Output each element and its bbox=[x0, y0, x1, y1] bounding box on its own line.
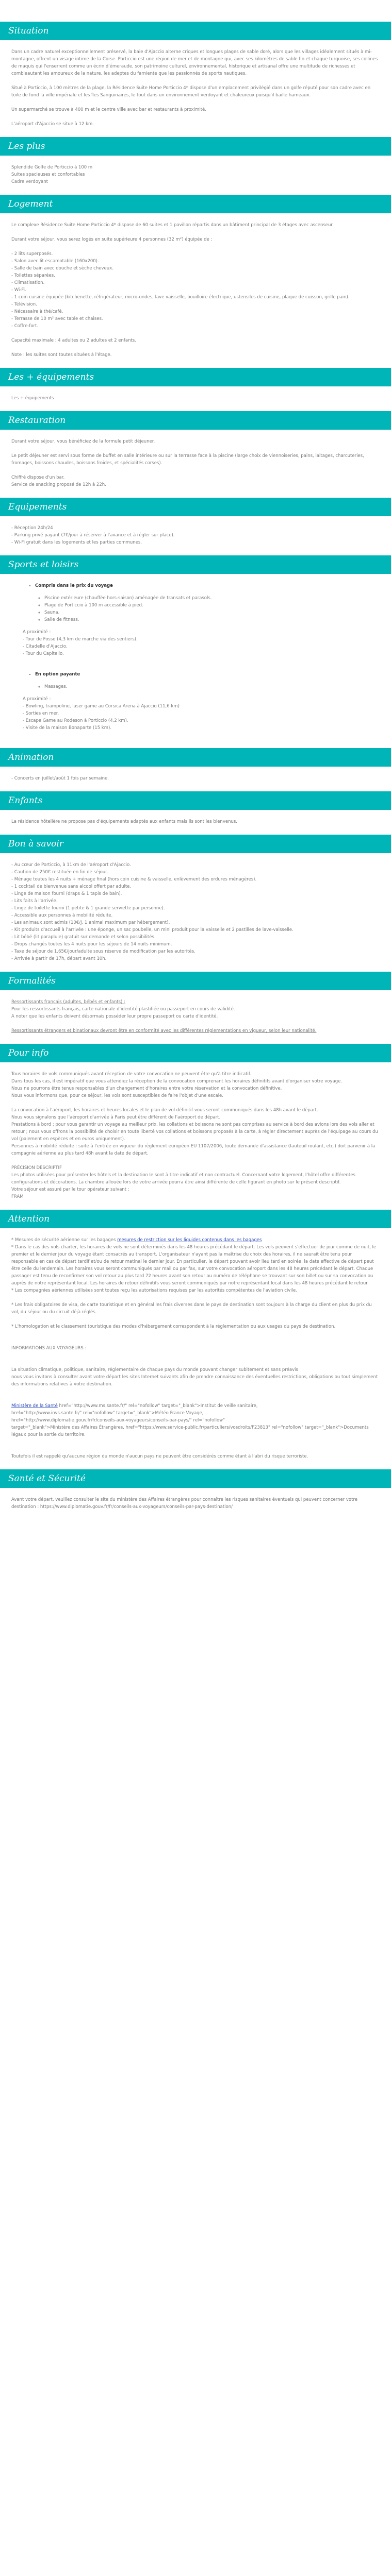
section-header-pour-info bbox=[0, 1044, 391, 1062]
nearby-list bbox=[23, 629, 380, 665]
section-body-situation bbox=[0, 48, 391, 128]
nearby-item: - Escape Game au Rodeson à Porticcio (4,2 km). bbox=[23, 718, 128, 723]
activity-group-item bbox=[23, 671, 380, 739]
section-header-enfants bbox=[0, 791, 391, 810]
product-description-page bbox=[0, 22, 391, 1521]
section-title: Bon à savoir bbox=[8, 839, 63, 849]
paragraph: href="http://www.invs.sante.fr/" rel="nofollow" target="_blank">Météo France Voyage, bbox=[11, 1411, 204, 1416]
paragraph-with-link bbox=[11, 1236, 380, 1244]
paragraph: - Télévision. bbox=[11, 302, 37, 307]
paragraph: - Parking privé payant (7€/jour à réserver à l'avance et à régler sur place). bbox=[11, 533, 175, 538]
nearby-item: - Tour du Capitello. bbox=[23, 651, 64, 656]
section-header-plus-equipements bbox=[0, 368, 391, 386]
activity-group-item bbox=[23, 582, 380, 665]
activity-group bbox=[11, 671, 380, 739]
paragraph: - 1 cocktail de bienvenue sans alcool offert par adulte. bbox=[11, 884, 132, 889]
paragraph: - Au cœur de Porticcio, à 11km de l'aéroport d'Ajaccio. bbox=[11, 862, 131, 868]
paragraph: La résidence hôtelière ne propose pas d'équipements adaptés aux enfants mais ils sont les bienvenus. bbox=[11, 819, 237, 824]
paragraph: - Arrivée à partir de 17h, départ avant 10h. bbox=[11, 956, 107, 961]
activity-group-label: Compris dans le prix du voyage bbox=[35, 583, 113, 588]
paragraph: Les + équipements bbox=[11, 396, 54, 401]
section-title: Restauration bbox=[8, 415, 66, 426]
section-body-les-plus bbox=[0, 164, 391, 185]
paragraph: - Salon avec lit escamotable (160x200). bbox=[11, 259, 99, 264]
paragraph: href="http://www.diplomatie.gouv.fr/fr/conseils-aux-voyageurs/conseils-par-pays/" rel="nofollow" bbox=[11, 1418, 225, 1423]
inline-link[interactable]: mesures de restriction sur les liquides contenus dans les bagages bbox=[117, 1238, 262, 1243]
nearby-item: - Bowling, trampoline, laser game au Corsica Arena à Ajaccio (11,6 km) bbox=[23, 704, 180, 709]
paragraph: - Nécessaire à thé/café. bbox=[11, 309, 63, 314]
paragraph: Chiffré dispose d'un bar. bbox=[11, 475, 65, 480]
nearby-item: - Tour de Fosso (4,3 km de marche via des sentiers). bbox=[23, 637, 138, 642]
paragraph: - Coffre-fort. bbox=[11, 324, 39, 329]
paragraph: INFORMATIONS AUX VOYAGEURS : bbox=[11, 1346, 87, 1351]
section-header-restauration bbox=[0, 411, 391, 430]
paragraph: FRAM bbox=[11, 1194, 24, 1199]
paragraph: * Dans le cas des vols charter, les horaires de vols ne sont déterminés dans les 48 heures précédant le départ. Les vols peuvent s'effectuer de jour comme de nuit, le premier et le dernier jour du voyage étant consacrés au transport. L'organisateur n'ayant pas la maîtrise du choix des horaires, il ne saurait être tenu pour responsable en cas de départ tardif et/ou de retour matinal le dernier jour. En particulier, le départ pouvant avoir lieu tard en soirée, la date effective de départ peut être celle du lendemain. Les horaires vous seront communiqués par mail ou par fax, sur votre convocation aéroport dans les 48 heures précédant le départ. Chaque passager est tenu de reconfirmer son vol retour au plus tard 72 heures avant son retour au numéro de téléphone se trouvant sur son billet ou sur sa convocation ou auprès de notre représentant local. Les horaires de retour définitifs vous seront communiqués par notre représentant local dans les 48 heures précédant le retour. bbox=[11, 1245, 377, 1286]
activity-item: ◦ Sauna. bbox=[44, 609, 380, 616]
paragraph: Nous vous signalons que l'aéroport d'arrivée à Paris peut être différent de l'aéroport de départ. bbox=[11, 1115, 221, 1120]
section-header-equipements bbox=[0, 498, 391, 516]
section-title: Animation bbox=[8, 752, 54, 762]
paragraph: La situation climatique, politique, sanitaire, réglementaire de chaque pays du monde pouvant changer subitement et sans préavis bbox=[11, 1367, 298, 1372]
paragraph: Pour les ressortissants français, carte nationale d'identité plastifiée ou passeport en cours de validité. bbox=[11, 1007, 235, 1012]
paragraph: Prestations à bord : pour vous garantir un voyage au meilleur prix, les collations et boissons ne sont pas comprises au service à bord des avions lors des vols aller et retour ; nous vous offrons la possibilité de choisir en toute liberté vos collations et boissons proposés à la carte, à régler directement auprès de l'équipage au cours du vol (paiement en espèces et en euros uniquement). bbox=[11, 1122, 378, 1142]
paragraph: Un supermarché se trouve à 400 m et le centre ville avec bar et restaurants à proximité. bbox=[11, 107, 206, 112]
paragraph: Votre séjour est assuré par le tour opérateur suivant : bbox=[11, 1187, 129, 1192]
paragraph: - 1 coin cuisine équipée (kitchenette, réfrigérateur, micro-ondes, lave vaisselle, bouilloire électrique, ustensiles de cuisine, plaque de cuisson, grille pain). bbox=[11, 295, 350, 300]
section-title: Enfants bbox=[8, 795, 43, 806]
paragraph-with-link bbox=[11, 1402, 380, 1410]
paragraph: - Ménage toutes les 4 nuits + ménage final (hors coin cuisine & vaisselle, enlèvement des ordures ménagères). bbox=[11, 877, 257, 882]
paragraph: Dans un cadre naturel exceptionnellement préservé, la baie d'Ajaccio alterne criques et longues plages de sable doré, alors que les villages idéalement situés à mi-montagne, offrent un visage intime de la Corse. Porticcio est une région de mer et de montagne qui, avec ses kilomètres de sable fin et chaque turquoise, ses collines de maquis qui l'enserrent comme un écrin d'émeraude, son patrimoine culturel, environnemental, historique et artisanal offre une multitude de richesses et combleautant les amoureux de la nature, les adeptes du farniente que les passionnés de sports nautiques. bbox=[11, 49, 378, 76]
paragraph: - Réception 24h/24 bbox=[11, 526, 53, 531]
paragraph: - Les animaux sont admis (10€/j, 1 animal maximum par hébergement). bbox=[11, 920, 170, 925]
paragraph: - Accessible aux personnes à mobilité réduite. bbox=[11, 913, 113, 918]
spacer bbox=[23, 732, 380, 739]
section-title: Logement bbox=[8, 199, 53, 209]
section-header-logement bbox=[0, 195, 391, 213]
underlined-text: Ressortissants étrangers et binationaux devront être en conformité avec les différentes réglementations en vigueur, selon leur nationalité. bbox=[11, 1028, 317, 1033]
section-body-logement bbox=[0, 222, 391, 359]
paragraph: Situé à Porticcio, à 100 mètres de la plage, la Résidence Suite Home Porticcio 4* dispose d'un emplacement privilégié dans un golfe réputé pour son cadre avec en toile de fond la ville impériale et les îles Sanguinaires, le tout dans un environnement verdoyant et chaleureux puisqu'il baille hameaux. bbox=[11, 86, 371, 98]
activity-list bbox=[35, 595, 380, 623]
section-title: Attention bbox=[8, 1214, 50, 1224]
paragraph: La convocation à l'aéroport, les horaires et heures locales et le plan de vol définitif vous seront communiqués dans les 48h avant le départ. bbox=[11, 1108, 318, 1113]
section-title: Equipements bbox=[8, 502, 67, 512]
paragraph: - 2 lits superposés. bbox=[11, 251, 53, 257]
paragraph: Suites spacieuses et confortables bbox=[11, 172, 85, 177]
section-title: Formalités bbox=[8, 976, 56, 986]
activity-list bbox=[35, 683, 380, 690]
paragraph: - Linge de toilette fourni (1 petite & 1 grande serviette par personne). bbox=[11, 906, 165, 911]
paragraph: Nous vous informons que, pour ce séjour, les vols sont susceptibles de faire l'objet d'une escale. bbox=[11, 1093, 223, 1098]
section-header-sports-loisirs bbox=[0, 555, 391, 574]
paragraph: * Les compagnies aériennes utilisées sont toutes reçu les autorisations requises par les autorités compétentes de l'aviation civile. bbox=[11, 1288, 297, 1293]
paragraph: - Wi-Fi. bbox=[11, 287, 26, 293]
section-header-formalites bbox=[0, 972, 391, 990]
paragraph: PRÉCISION DESCRIPTIF bbox=[11, 1165, 62, 1171]
paragraph: Tous horaires de vols communiqués avant réception de votre convocation ne peuvent être qu'à titre indicatif. bbox=[11, 1072, 251, 1077]
section-body-animation bbox=[0, 775, 391, 782]
paragraph: Le complexe Résidence Suite Home Porticcio 4* dispose de 60 suites et 1 pavillon répartis dans un bâtiment principal de 3 étages avec ascenseur. bbox=[11, 223, 334, 228]
text: * Mesures de sécurité aérienne sur les bagages bbox=[11, 1238, 118, 1243]
section-title: Les + équipements bbox=[8, 372, 94, 382]
paragraph: L'aéroport d'Ajaccio se situe à 12 km. bbox=[11, 122, 94, 127]
paragraph: Avant votre départ, veuillez consulter le site du ministère des Affaires étrangères pour connaître les risques sanitaires éventuels qui peuvent concerner votre destination : https://www.diplomatie.gouv.fr/fr/conseils-aux-voyageurs/conseils-par-pays-destination/ bbox=[11, 1497, 357, 1510]
paragraph bbox=[11, 998, 380, 1006]
text: href="http://www.ms.sante.fr/" rel="nofollow" target="_blank">Institut de veille sanitaire, bbox=[57, 1403, 258, 1409]
section-body-formalites bbox=[0, 998, 391, 1035]
paragraph: nous vous invitons à consulter avant votre départ les sites Internet suivants afin de prendre connaissance des éventuelles restrictions, obligations ou tout simplement des informations relatives à votre destination. bbox=[11, 1375, 378, 1387]
paragraph: - Lits faits à l'arrivée. bbox=[11, 899, 58, 904]
section-header-sante-securite bbox=[0, 1469, 391, 1488]
section-header-les-plus bbox=[0, 137, 391, 156]
paragraph: Dans tous les cas, il est impératif que vous attendiez la réception de la convocation comprenant les horaires définitifs avant d'organiser votre voyage. bbox=[11, 1079, 343, 1084]
paragraph: - Concerts en juillet/août 1 fois par semaine. bbox=[11, 776, 109, 781]
section-header-animation bbox=[0, 748, 391, 767]
underlined-text: Ressortissants français (adultes, bébés et enfants) : bbox=[11, 999, 125, 1005]
paragraph: Capacité maximale : 4 adultes ou 2 adultes et 2 enfants. bbox=[11, 338, 136, 343]
paragraph: - Drops changés toutes les 4 nuits pour les séjours de 14 nuits minimum. bbox=[11, 942, 172, 947]
paragraph: A noter que les enfants doivent désormais posséder leur propre passeport ou carte d'identité. bbox=[11, 1014, 218, 1019]
section-body-sante-securite bbox=[0, 1496, 391, 1511]
paragraph: Toutefois il est rappelé qu'aucune région du monde n'aucun pays ne peuvent être considérés comme étant à l'abri du risque terroriste. bbox=[11, 1454, 308, 1459]
section-body-bon-a-savoir bbox=[0, 861, 391, 962]
paragraph: Durant votre séjour, vous serez logés en suite supérieure 4 personnes (32 m²) équipée de : bbox=[11, 237, 213, 242]
spacer bbox=[11, 1395, 380, 1402]
paragraph bbox=[11, 1027, 380, 1035]
activity-item: ◦ Plage de Porticcio à 100 m accessible à pied. bbox=[44, 602, 380, 609]
section-body-restauration bbox=[0, 438, 391, 488]
paragraph: - Linge de maison fourni (draps & 1 tapis de bain). bbox=[11, 891, 122, 896]
activity-item: ◦ Massages. bbox=[44, 683, 380, 690]
section-body-attention bbox=[0, 1236, 391, 1460]
paragraph: Note : les suites sont toutes situées à l'étage. bbox=[11, 352, 112, 358]
spacer bbox=[11, 1359, 380, 1366]
section-body-sports-loisirs bbox=[0, 582, 391, 739]
paragraph: Service de snacking proposé de 12h à 22h. bbox=[11, 482, 106, 487]
paragraph: - Lit bébé (lit parapluie) gratuit sur demande et selon possibilités. bbox=[11, 935, 156, 940]
paragraph: - Toilettes séparées. bbox=[11, 273, 55, 278]
nearby-item: A proximité : bbox=[23, 697, 51, 702]
paragraph: Cadre verdoyant bbox=[11, 179, 48, 184]
paragraph: - Taxe de séjour de 1,65€/jour/adulte sous réserve de modification par les autorités. bbox=[11, 949, 196, 954]
section-title: Sports et loisirs bbox=[8, 560, 79, 570]
paragraph: - Caution de 250€ restituée en fin de séjour. bbox=[11, 870, 108, 875]
paragraph: Splendide Golfe de Porticcio à 100 m bbox=[11, 165, 93, 170]
paragraph: - Salle de bain avec douche et sèche cheveux. bbox=[11, 266, 113, 271]
activity-group bbox=[11, 582, 380, 665]
section-header-bon-a-savoir bbox=[0, 835, 391, 853]
nearby-item: - Sorties en mer. bbox=[23, 711, 59, 716]
paragraph: * Les frais obligatoires de visa, de carte touristique et en général les frais diverses dans le pays de destination sont toujours à la charge du client en plus du prix du vol, du séjour ou du circuit déjà réglés. bbox=[11, 1302, 372, 1315]
section-title: Santé et Sécurité bbox=[8, 1473, 86, 1484]
spacer bbox=[11, 1446, 380, 1453]
paragraph: Les photos utilisées pour présenter les hôtels et la destination le sont à titre indicatif et non contractuel. Concernant votre logement, l'hôtel offre différentes configurations et décorations. La chambre allouée lors de votre arrivée pourra être ainsi différente de celle figurant en photo sur le présent descriptif. bbox=[11, 1173, 355, 1185]
spacer bbox=[11, 1337, 380, 1345]
section-body-enfants bbox=[0, 818, 391, 825]
paragraph: Durant votre séjour, vous bénéficiez de la formule petit déjeuner. bbox=[11, 439, 155, 444]
inline-link[interactable]: Ministère de la Santé bbox=[11, 1403, 58, 1409]
paragraph: Le petit déjeuner est servi sous forme de buffet en salle intérieure ou sur la terrasse face à la piscine (large choix de viennoiseries, pains, laitages, charcuteries, fromages, boissons chaudes, boissons froides, et spécialités corses). bbox=[11, 453, 364, 466]
section-title: Situation bbox=[8, 26, 49, 36]
section-body-equipements bbox=[0, 524, 391, 546]
paragraph: * L'homologation et le classement touristique des modes d'hébergement correspondent à la réglementation ou aux usages du pays de destination. bbox=[11, 1324, 336, 1329]
paragraph: - Kit produits d'accueil à l'arrivée : une éponge, un sac poubelle, un mini produit pour la vaisselle et 2 pastilles de lave-vaisselle. bbox=[11, 927, 294, 933]
nearby-item: - Citadelle d'Ajaccio. bbox=[23, 644, 68, 649]
paragraph: target="_blank">Ministère des Affaires Étrangères, href="https://www.service-public.fr/particuliers/vosdroits/F23813" rel="nofollow" target="_blank">Documents légaux pour la sortie du territoire. bbox=[11, 1425, 369, 1437]
section-header-situation bbox=[0, 22, 391, 40]
paragraph: Personnes à mobilité réduite : suite à l'entrée en vigueur du règlement européen EU 1107/2006, toute demande d'assistance (fauteuil roulant, etc.) doit parvenir à la compagnie aérienne au plus tard 48h avant la date de départ. bbox=[11, 1144, 376, 1156]
section-title: Pour info bbox=[8, 1048, 49, 1058]
paragraph: - Terrasse de 10 m² avec table et chaises. bbox=[11, 316, 103, 321]
activity-item: ◦ Salle de fitness. bbox=[44, 616, 380, 623]
activity-group-label: En option payante bbox=[35, 672, 80, 677]
paragraph: - Wi-Fi gratuit dans les logements et les parties communes. bbox=[11, 540, 142, 545]
paragraph: Nous ne pourrons être tenus responsables d'un changement d'horaires entre votre réservation et la convocation définitive. bbox=[11, 1086, 282, 1091]
section-body-plus-equipements bbox=[0, 395, 391, 402]
nearby-list bbox=[23, 696, 380, 739]
activity-item: ◦ Piscine extérieure (chauffée hors-saison) aménagée de transats et parasols. bbox=[44, 595, 380, 602]
spacer bbox=[11, 1438, 380, 1446]
section-header-attention bbox=[0, 1210, 391, 1228]
spacer bbox=[23, 657, 380, 665]
nearby-item: - Visite de la maison Bonaparte (15 km). bbox=[23, 725, 112, 731]
nearby-item: A proximité : bbox=[23, 630, 51, 635]
section-body-pour-info bbox=[0, 1071, 391, 1200]
section-title: Les plus bbox=[8, 141, 45, 151]
paragraph: - Climatisation. bbox=[11, 280, 45, 285]
